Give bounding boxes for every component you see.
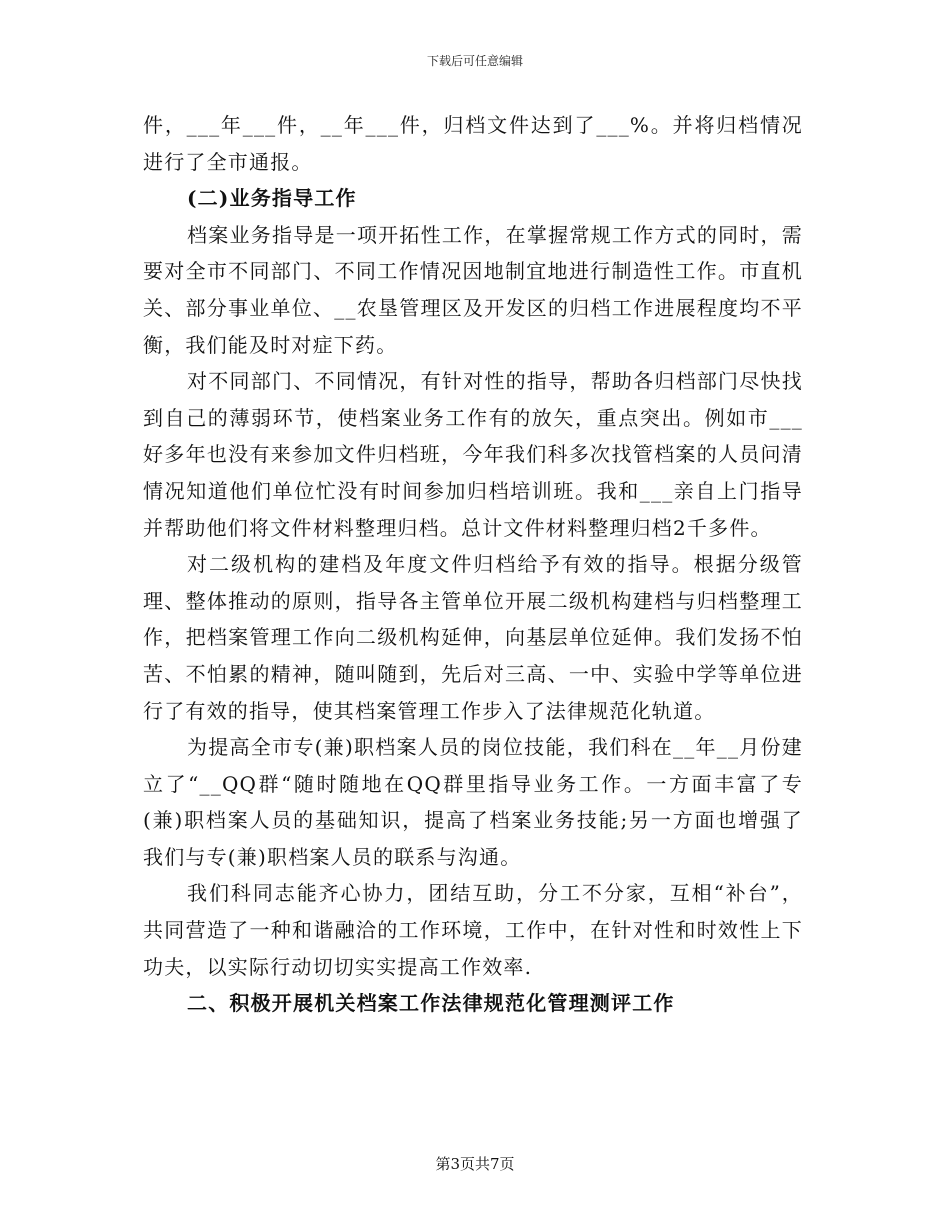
paragraph: 对不同部门、不同情况，有针对性的指导，帮助各归档部门尽快找到自己的薄弱环节，使档案业务工作有的放矢，重点突出。例如市___好多年也没有来参加文件归档班，今年我们科多次找管档案的人员问清情况知道他们单位忙没有时间参加归档培训班。我和___亲自上门指导并帮助他们将文件材料整理归档。总计文件材料整理归档2千多件。 xyxy=(143,369,803,540)
paragraph: 为提高全市专(兼)职档案人员的岗位技能，我们科在__年__月份建立了“__QQ群“随时随地在QQ群里指导业务工作。一方面丰富了专(兼)职档案人员的基础知识，提高了档案业务技能;另一方面也增强了我们与专(兼)职档案人员的联系与沟通。 xyxy=(143,735,803,869)
page-header: 下载后可任意编辑 xyxy=(426,54,523,68)
document-body xyxy=(143,107,803,1022)
section-heading-business-guidance: (二)业务指导工作 xyxy=(187,186,357,211)
paragraph: 档案业务指导是一项开拓性工作，在掌握常规工作方式的同时，需要对全市不同部门、不同工作情况因地制宜地进行制造性工作。市直机关、部分事业单位、__农垦管理区及开发区的归档工作进展程度均不平衡，我们能及时对症下药。 xyxy=(143,222,803,357)
paragraph-continuation: 件，___年___件，__年___件，归档文件达到了___%。并将归档情况进行了全市通报。 xyxy=(143,113,803,174)
paragraph: 对二级机构的建档及年度文件归档给予有效的指导。根据分级管理、整体推动的原则，指导各主管单位开展二级机构建档与归档整理工作，把档案管理工作向二级机构延伸，向基层单位延伸。我们发扬不怕苦、不怕累的精神，随叫随到，先后对三高、一中、实验中学等单位进行了有效的指导，使其档案管理工作步入了法律规范化轨道。 xyxy=(143,552,803,723)
page-footer: 第3页共7页 xyxy=(435,1155,515,1173)
section-heading-legal-standardization: 二、积极开展机关档案工作法律规范化管理测评工作 xyxy=(187,991,675,1016)
paragraph: 我们科同志能齐心协力，团结互助，分工不分家，互相“补台”，共同营造了一种和谐融洽的工作环境，工作中，在针对性和时效性上下功夫，以实际行动切切实实提高工作效率. xyxy=(143,881,803,979)
